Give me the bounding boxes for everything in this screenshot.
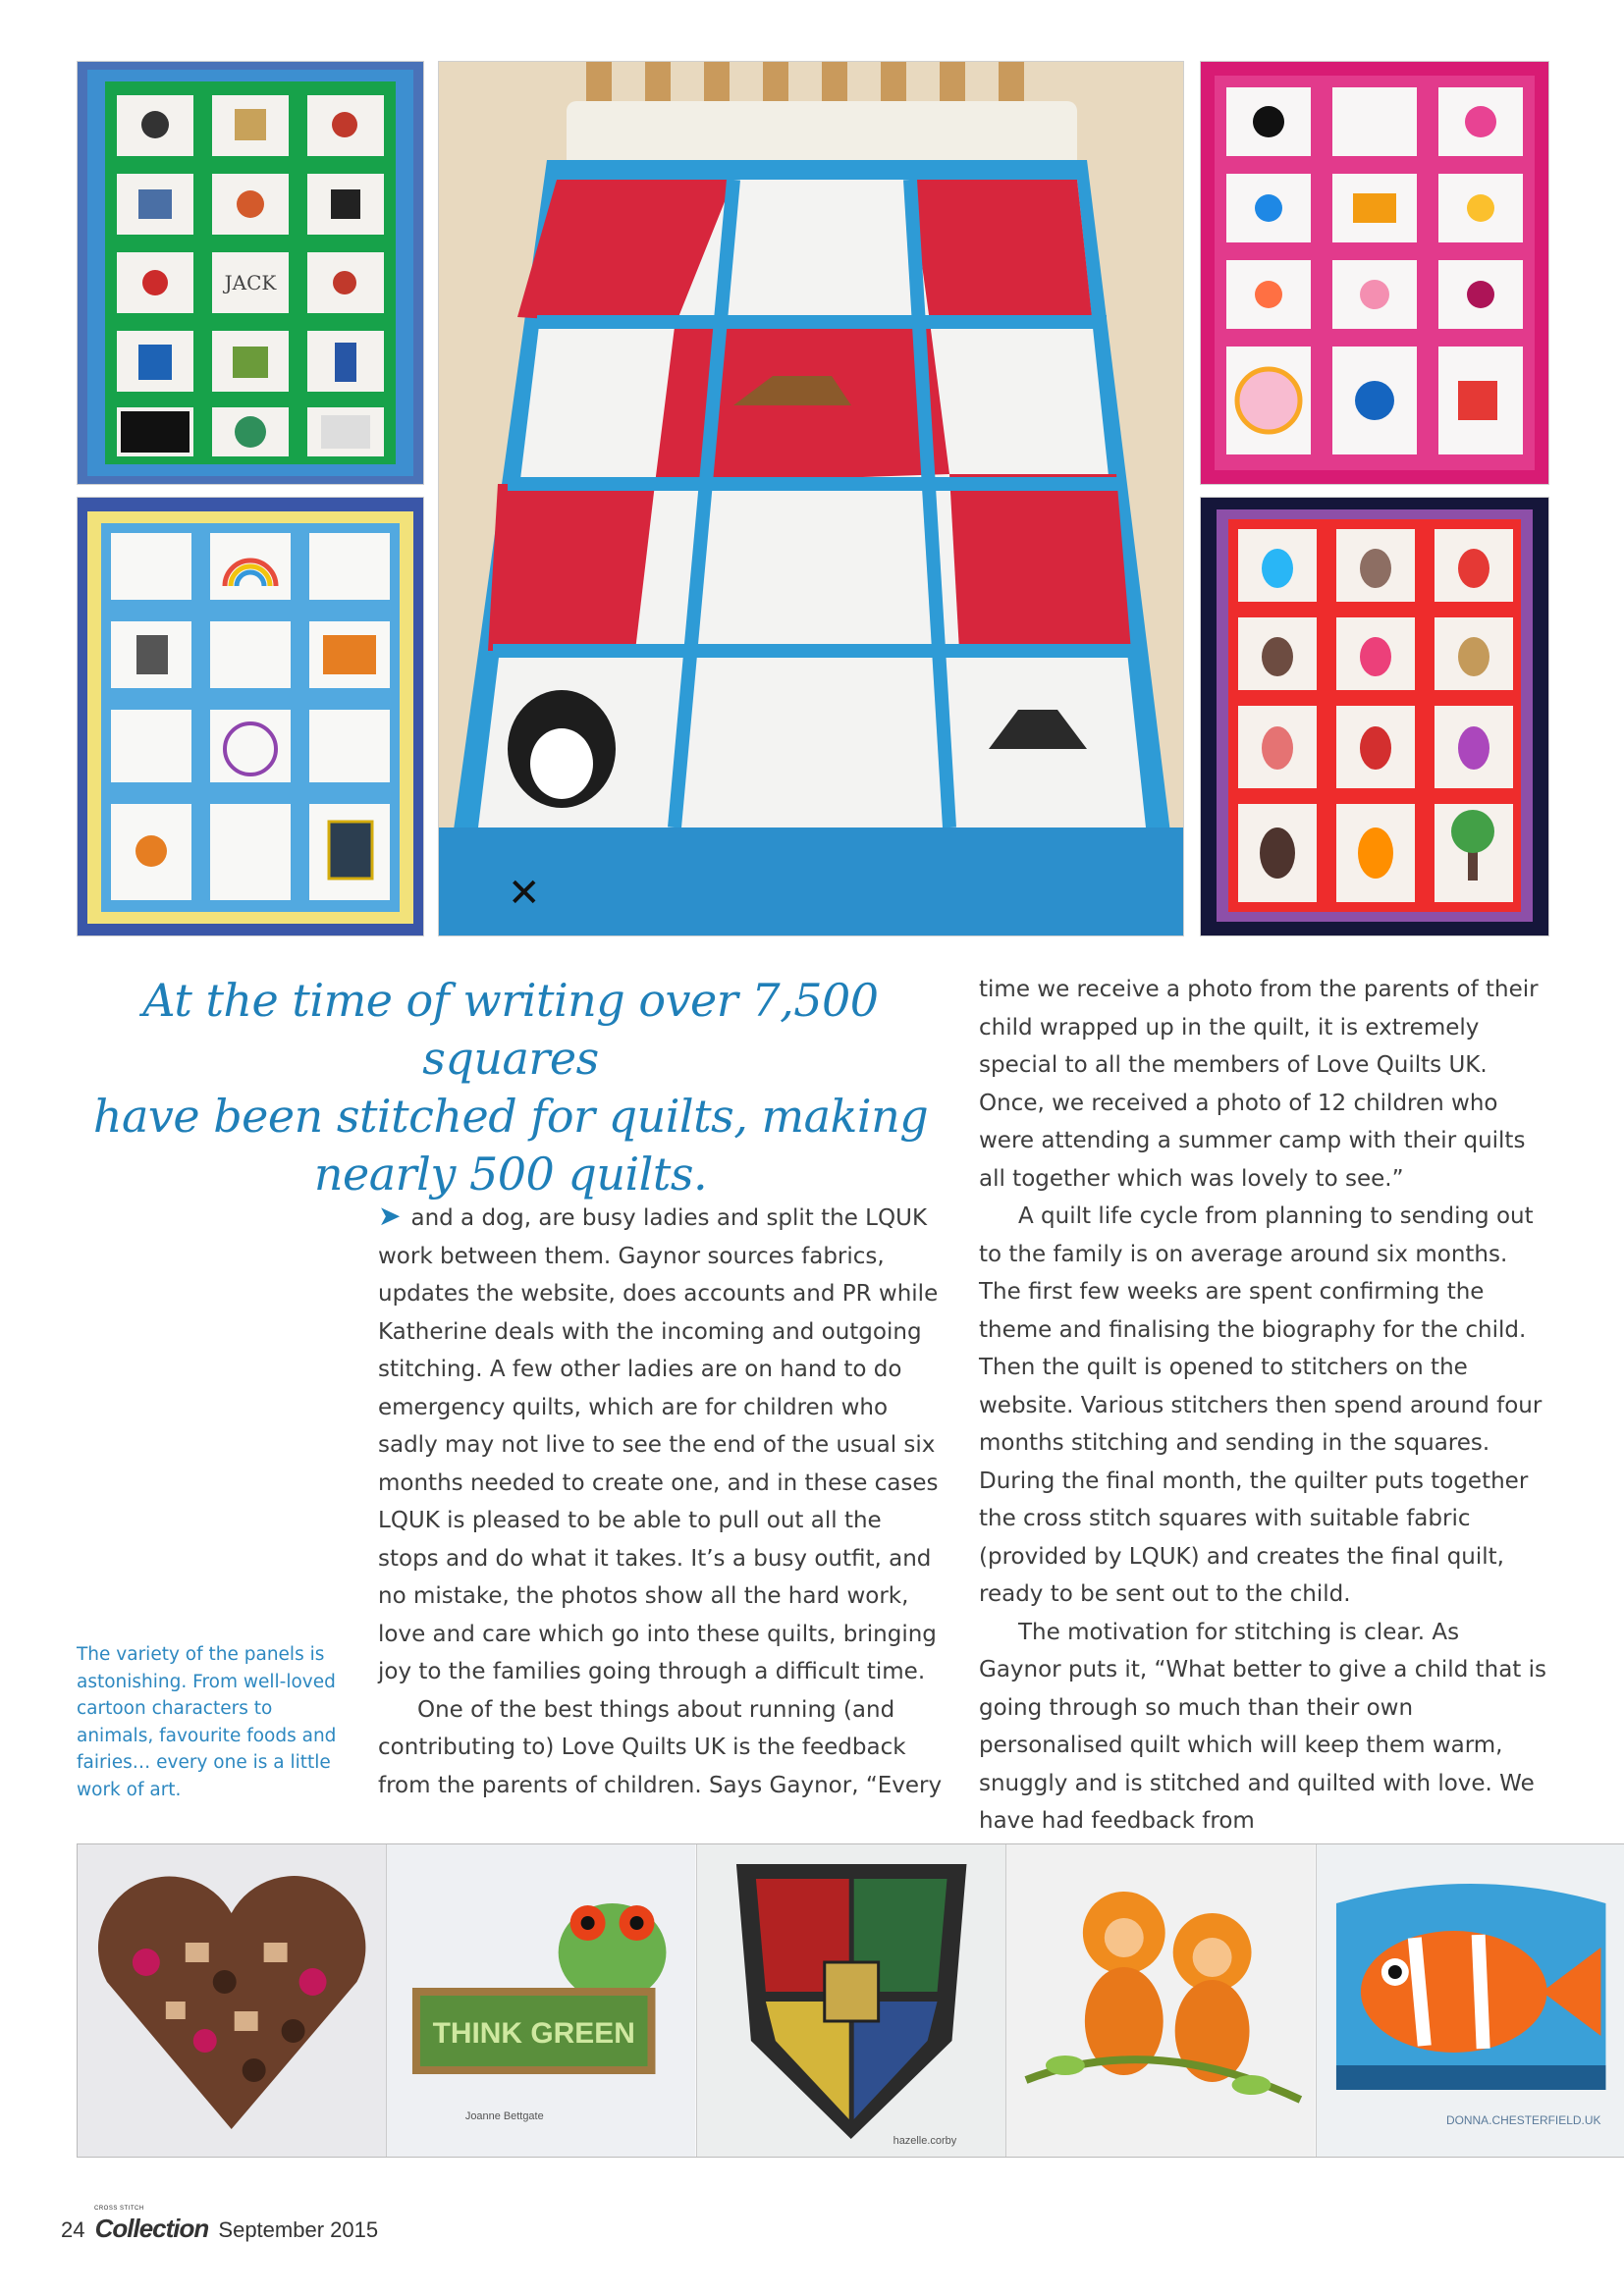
magazine-small-label: CROSS STITCH (94, 2206, 144, 2212)
article-column-middle (378, 1198, 947, 1804)
stitch-clownfish (1317, 1844, 1624, 2157)
paragraph: time we receive a photo from the parents of their child wrapped up in the quilt, it is extremely special to all the members of Love Quilts UK. Once, we received a photo of 12 children who were attending a summer camp with their quilts all together which was lovely to see.” (979, 977, 1539, 1192)
paragraph-text: and a dog, are busy ladies and split the LQUK work between them. Gaynor sources fabrics, updates the website, does accounts and PR while Katherine deals with the incoming and outgoing stitching. A few other ladies are on hand to do emergency quilts, which are for children who sadly may not live to see the end of the usual six months needed to create one, and in these cases LQUK is pleased to be able to pull out all the stops and do what it takes. It’s a busy outfit, and no mistake, the photos show all the hard work, love and care which go into these quilts, bringing joy to the families going through a difficult time. (378, 1205, 939, 1684)
photo-quilt-superheroes (77, 61, 424, 485)
pull-quote (79, 972, 943, 1203)
continue-arrow-icon: ➤ (378, 1200, 402, 1232)
article-column-right (979, 971, 1548, 1841)
quilt-name-text: JACK (224, 271, 277, 294)
think-green-text: THINK GREEN (432, 2016, 636, 2051)
paragraph (378, 1198, 947, 1691)
stitch-signature: Joanne Bettgate (465, 2109, 545, 2123)
stitch-signature: DONNA.CHESTERFIELD.UK (1445, 2112, 1601, 2128)
paragraph: The motivation for stitching is clear. As Gaynor puts it, “What better to give a child that is going through so much than their own personalised quilt which will keep them warm, snuggly and is stitched and quilted with love. We have had feedback from (979, 1619, 1546, 1834)
cross-stitch-strip (77, 1843, 1624, 2158)
pull-quote-line-1: At the time of writing over 7,500 squares (142, 974, 879, 1085)
page-number: 24 (61, 2217, 85, 2242)
stitch-chocolates-heart (78, 1844, 387, 2157)
stitch-hogwarts-crest (697, 1844, 1006, 2157)
pull-quote-line-3: nearly 500 quilts. (313, 1148, 708, 1201)
stitch-monkeys (1006, 1844, 1316, 2157)
stitch-signature: hazelle.corby (893, 2134, 957, 2148)
photo-quilt-owls (1200, 497, 1549, 936)
issue-date: September 2015 (218, 2217, 379, 2242)
photo-quilt-rainbows (77, 497, 424, 936)
photo-caption: The variety of the panels is astonishing. From well-loved cartoon characters to animals, favourite foods and fairies… every one is a little work of art. (77, 1644, 337, 1800)
paragraph: One of the best things about running (and contributing to) Love Quilts UK is the feedback from the parents of children. Says Gaynor, “Every (378, 1696, 943, 1798)
photo-quilt-cartoons (1200, 61, 1549, 485)
magazine-name: Collection (94, 2214, 209, 2243)
page-footer (61, 2206, 379, 2244)
stitch-think-green-frog (387, 1844, 696, 2157)
photo-quilt-bed (438, 61, 1184, 936)
svg-text:✕: ✕ (508, 871, 541, 916)
paragraph: A quilt life cycle from planning to sending out to the family is on average around six months. The first few weeks are spent confirming the theme and finalising the biography for the child. Then the quilt is opened to stitchers on the website. Various stitchers then spend around four months stitching and sending in the squares. During the final month, the quilter puts together the cross stitch squares with suitable fabric (provided by LQUK) and creates the final quilt, ready to be sent out to the child. (979, 1203, 1543, 1607)
pull-quote-line-2: have been stitched for quilts, making (92, 1090, 929, 1143)
